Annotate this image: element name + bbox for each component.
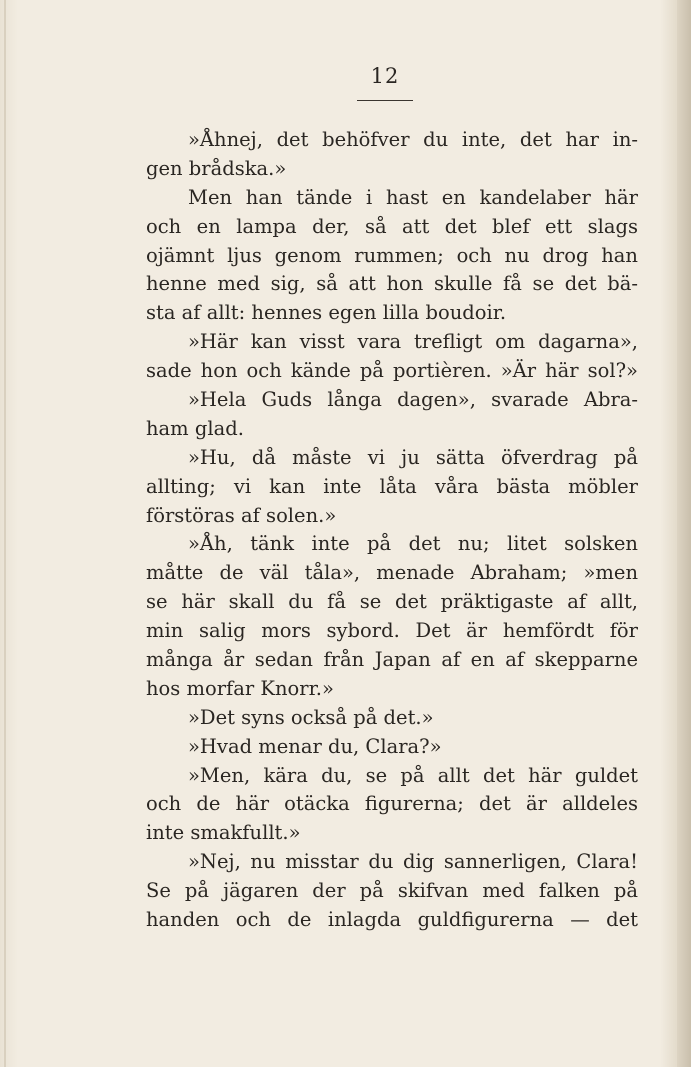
text-line: »Men, kära du, se på allt det här guldet xyxy=(188,763,638,787)
text-line: gen brådska.» xyxy=(146,156,287,180)
body-text xyxy=(146,126,638,935)
text-line: och en lampa der, så att det blef ett slags xyxy=(146,214,638,238)
text-line: ojämnt ljus genom rummen; och nu drog han xyxy=(146,243,638,267)
text-line: många år sedan från Japan af en af skepparne xyxy=(146,648,638,672)
text-line: henne med sig, så att hon skulle få se det bä- xyxy=(146,272,638,296)
text-line: ham glad. xyxy=(146,416,244,440)
text-line: »Hvad menar du, Clara?» xyxy=(188,734,442,758)
text-line: »Här kan visst vara trefligt om dagarna», xyxy=(188,330,638,354)
text-line: Se på jägaren der på skifvan med falken på xyxy=(146,879,638,903)
text-line: »Det syns också på det.» xyxy=(188,705,434,729)
text-line: se här skall du få se det präktigaste af allt, xyxy=(146,590,638,614)
page-left-edge xyxy=(4,0,6,1067)
text-line: »Åh, tänk inte på det nu; litet solsken xyxy=(188,532,638,556)
text-line: sta af allt: hennes egen lilla boudoir. xyxy=(146,301,507,325)
text-line: hos morfar Knorr.» xyxy=(146,676,334,700)
text-line: och de här otäcka figurerna; det är alldeles xyxy=(146,792,638,816)
text-line: Men han tände i hast en kandelaber här xyxy=(188,185,638,209)
text-line: handen och de inlagda guldfigurerna — det xyxy=(146,908,638,932)
text-line: »Nej, nu misstar du dig sannerligen, Clara! xyxy=(188,850,638,874)
text-line: allting; vi kan inte låta våra bästa möbler xyxy=(146,474,638,498)
text-line: »Hu, då måste vi ju sätta öfverdrag på xyxy=(188,445,638,469)
page-number: 12 xyxy=(370,64,400,88)
page-number-rule xyxy=(357,100,413,101)
text-line: inte smakfullt.» xyxy=(146,821,301,845)
text-line: måtte de väl tåla», menade Abraham; »men xyxy=(146,561,638,585)
text-line: förstöras af solen.» xyxy=(146,503,337,527)
text-line: sade hon och kände på portièren. »Är här sol?» xyxy=(146,359,638,383)
text-line: min salig mors sybord. Det är hemfördt för xyxy=(146,619,638,643)
page-right-edge xyxy=(677,0,691,1067)
text-line: »Hela Guds långa dagen», svarade Abra- xyxy=(188,388,638,412)
text-line: »Åhnej, det behöfver du inte, det har in- xyxy=(188,128,638,151)
